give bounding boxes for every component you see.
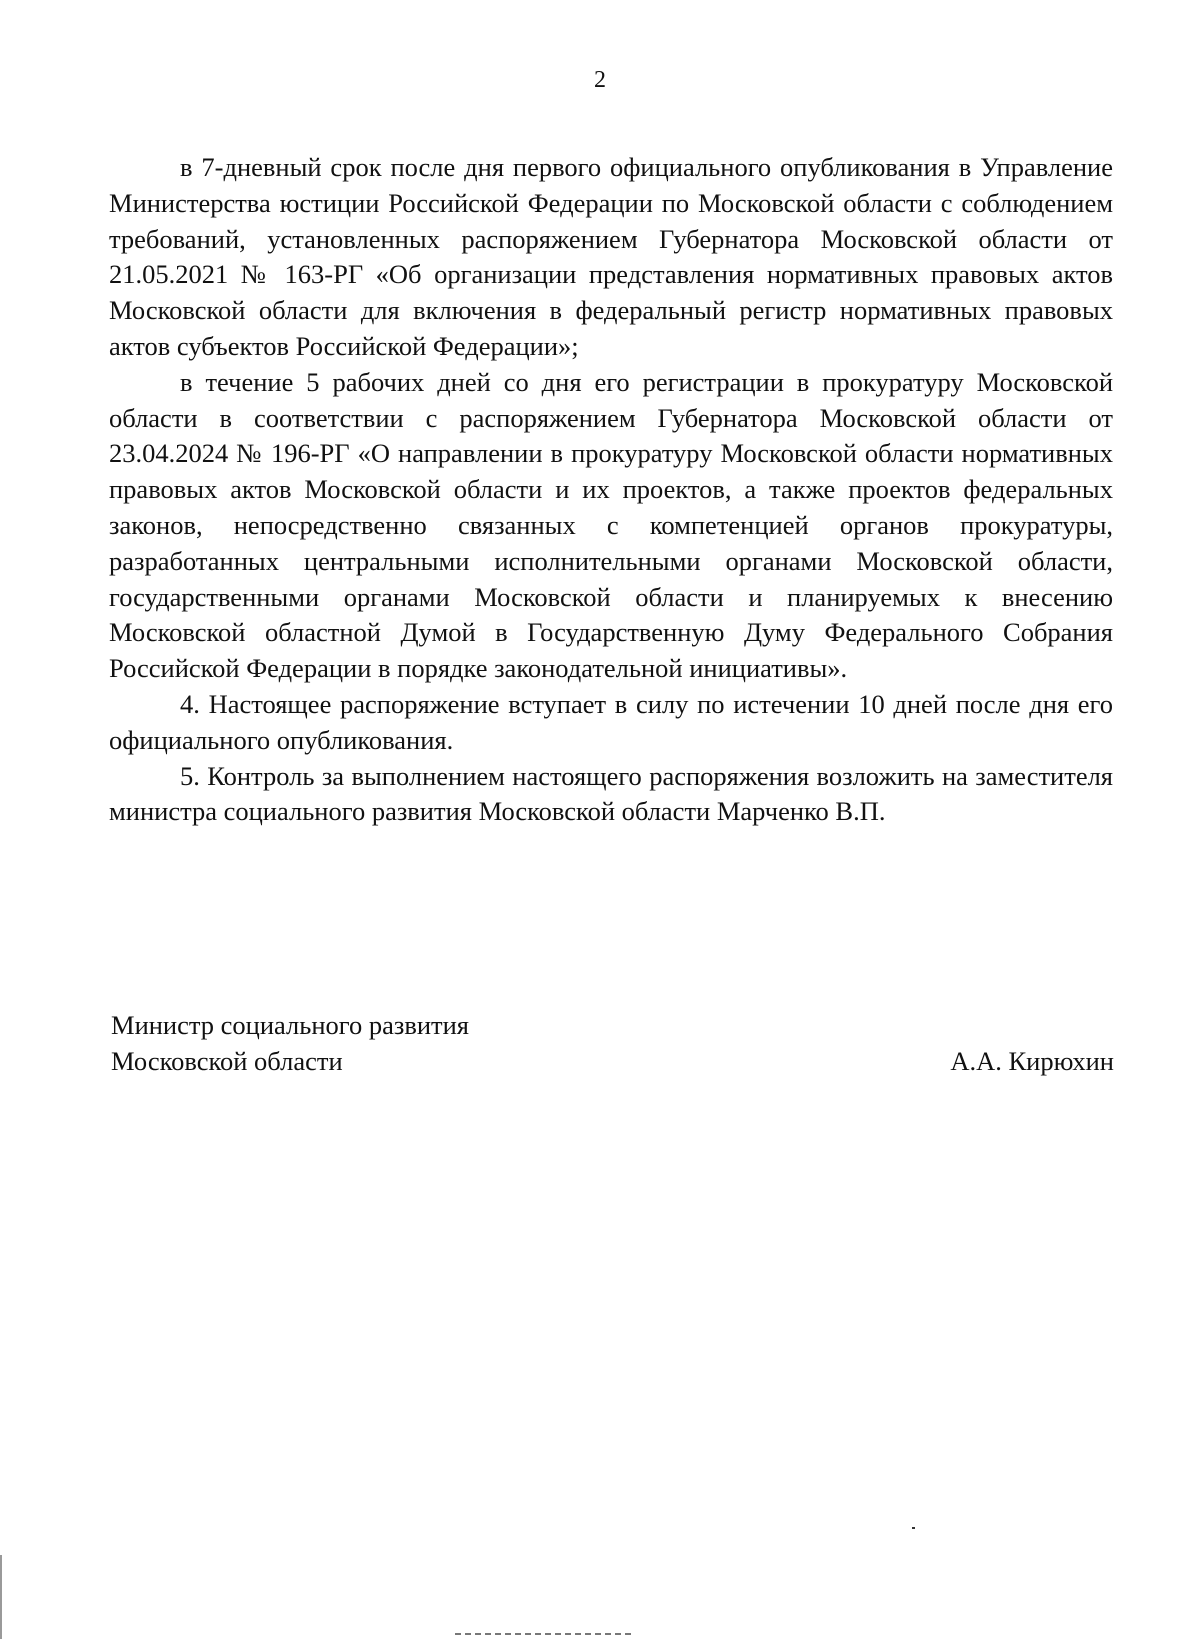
paragraph-control: 5. Контроль за выполнением настоящего распоряжения возложить на заместителя министра социального развития Московской области Марченко В.П. xyxy=(109,760,1113,827)
scan-left-edge xyxy=(0,1555,2,1639)
signatory-name: А.А. Кирюхин xyxy=(950,1045,1114,1076)
signature-row xyxy=(111,1044,1114,1080)
signatory-position-line-2: Московской области xyxy=(111,1045,343,1076)
paragraph-prosecutor-submission: в течение 5 рабочих дней со дня его регистрации в прокуратуру Московской области в соответствии с распоряжением Губернатора Московской области от 23.04.2024 № 196-РГ «О направлении в прокуратуру Московской области нормативных правовых актов Московской области и их проектов, а также проектов федеральных законов, непосредственно связанных с компетенцией органов прокуратуры, разработанных центральными исполнительными органами Московской области, государственными органами Московской области и планируемых к внесению Московской областной Думой в Государственную Думу Федерального Собрания Российской Федерации в порядке законодательной инициативы». xyxy=(109,366,1113,684)
paragraph-effective-date: 4. Настоящее распоряжение вступает в силу по истечении 10 дней после дня его официального опубликования. xyxy=(109,688,1113,755)
document-body xyxy=(109,150,1113,830)
signature-block xyxy=(111,1008,1114,1080)
page-number: 2 xyxy=(594,67,606,93)
scan-artifact-mark xyxy=(912,1527,915,1529)
paragraph-registration-ministry-justice: в 7-дневный срок после дня первого официального опубликования в Управление Министерства юстиции Российской Федерации по Московской области с соблюдением требований, установленных распоряжением Губернатора Московской области от 21.05.2021 № 163-РГ «Об организации представления нормативных правовых актов Московской области для включения в федеральный регистр нормативных правовых актов субъектов Российской Федерации»; xyxy=(109,152,1113,361)
scan-bottom-artifact xyxy=(455,1633,635,1635)
signatory-position-line-1: Министр социального развития xyxy=(111,1010,469,1040)
